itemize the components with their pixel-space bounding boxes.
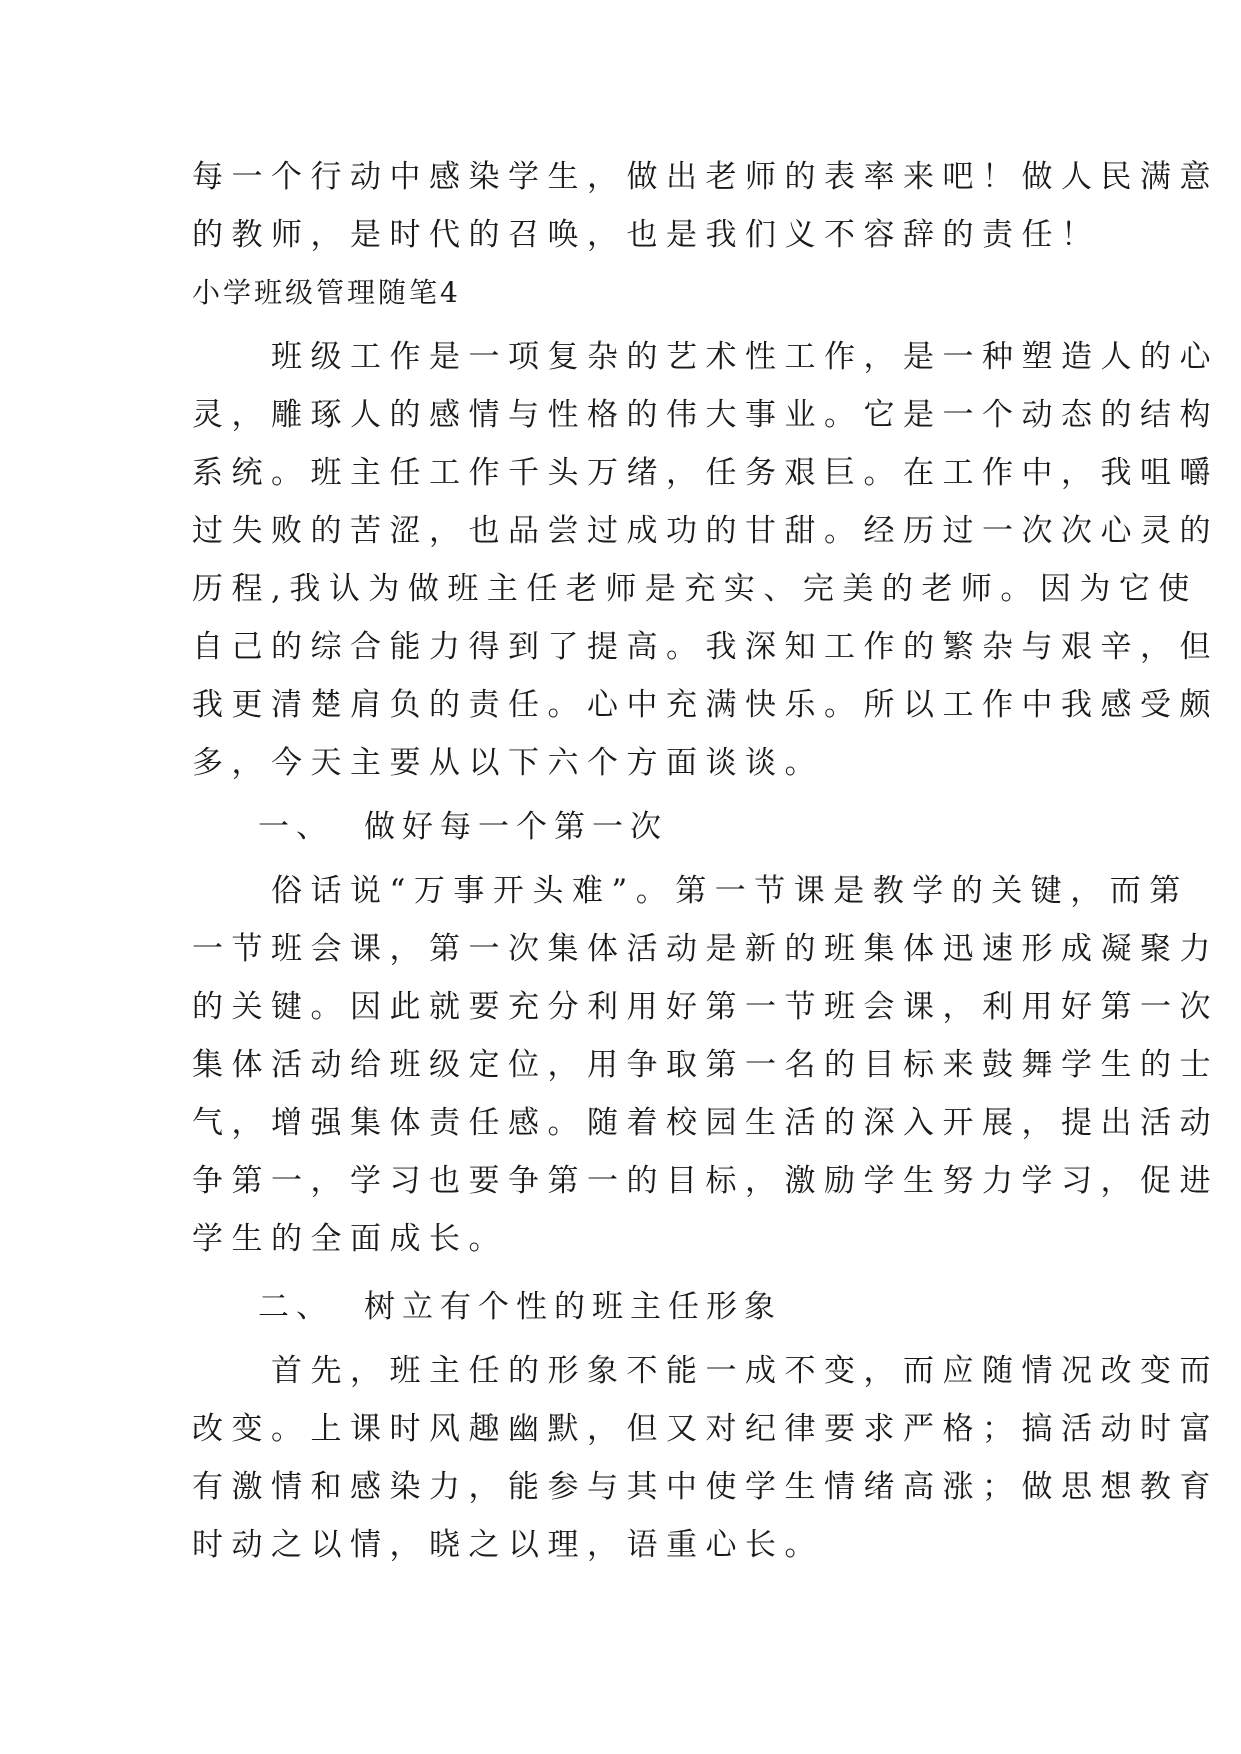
- paragraph-line: 首先，班主任的形象不能一成不变，而应随情况改变而: [192, 1353, 1219, 1389]
- paragraph-line: 气，增强集体责任感。随着校园生活的深入开展，提出活动: [192, 1105, 1219, 1141]
- section-title: 小学班级管理随笔4: [192, 276, 461, 309]
- heading-1: [192, 798, 1052, 856]
- paragraph-line: 时动之以情，晓之以理，语重心长。: [192, 1527, 824, 1563]
- paragraph-3: [192, 1342, 1219, 1574]
- paragraph-line: 改变。上课时风趣幽默，但又对纪律要求严格；搞活动时富: [192, 1411, 1219, 1447]
- heading-text: 树立有个性的班主任形象: [364, 1289, 782, 1325]
- heading-number: 二、: [258, 1289, 334, 1325]
- paragraph-line: 集体活动给班级定位，用争取第一名的目标来鼓舞学生的士: [192, 1047, 1219, 1083]
- paragraph-line: 俗话说“万事开头难”。第一节课是教学的关键，而第: [192, 873, 1189, 909]
- intro-line: 的教师，是时代的召唤，也是我们义不容辞的责任！: [192, 217, 1101, 253]
- paragraph-line: 的关键。因此就要充分利用好第一节班会课，利用好第一次: [192, 989, 1219, 1025]
- document-page: [192, 148, 1219, 1574]
- paragraph-line: 学生的全面成长。: [192, 1221, 508, 1257]
- paragraph-line: 有激情和感染力，能参与其中使学生情绪高涨；做思想教育: [192, 1469, 1219, 1505]
- paragraph-line: 自己的综合能力得到了提高。我深知工作的繁杂与艰辛，但: [192, 629, 1219, 665]
- heading-number: 一、: [258, 809, 334, 845]
- intro-line: 每一个行动中感染学生，做出老师的表率来吧！做人民满意: [192, 159, 1219, 195]
- paragraph-line: 我更清楚肩负的责任。心中充满快乐。所以工作中我感受颇: [192, 687, 1219, 723]
- paragraph-line: 一节班会课，第一次集体活动是新的班集体迅速形成凝聚力: [192, 931, 1219, 967]
- paragraph-line: 系统。班主任工作千头万绪，任务艰巨。在工作中，我咀嚼: [192, 455, 1219, 491]
- paragraph-2: [192, 862, 1219, 1268]
- paragraph-line: 历程,我认为做班主任老师是充实、完美的老师。因为它使: [192, 571, 1198, 607]
- paragraph-line: 过失败的苦涩，也品尝过成功的甘甜。经历过一次次心灵的: [192, 513, 1219, 549]
- paragraph-line: 多，今天主要从以下六个方面谈谈。: [192, 745, 824, 781]
- paragraph-1: [192, 328, 1219, 792]
- heading-text: 做好每一个第一次: [364, 809, 668, 845]
- paragraph-line: 灵，雕琢人的感情与性格的伟大事业。它是一个动态的结构: [192, 397, 1219, 433]
- heading-2: [192, 1278, 1052, 1336]
- paragraph-line: 班级工作是一项复杂的艺术性工作，是一种塑造人的心: [192, 339, 1219, 375]
- paragraph-line: 争第一，学习也要争第一的目标，激励学生努力学习，促进: [192, 1163, 1219, 1199]
